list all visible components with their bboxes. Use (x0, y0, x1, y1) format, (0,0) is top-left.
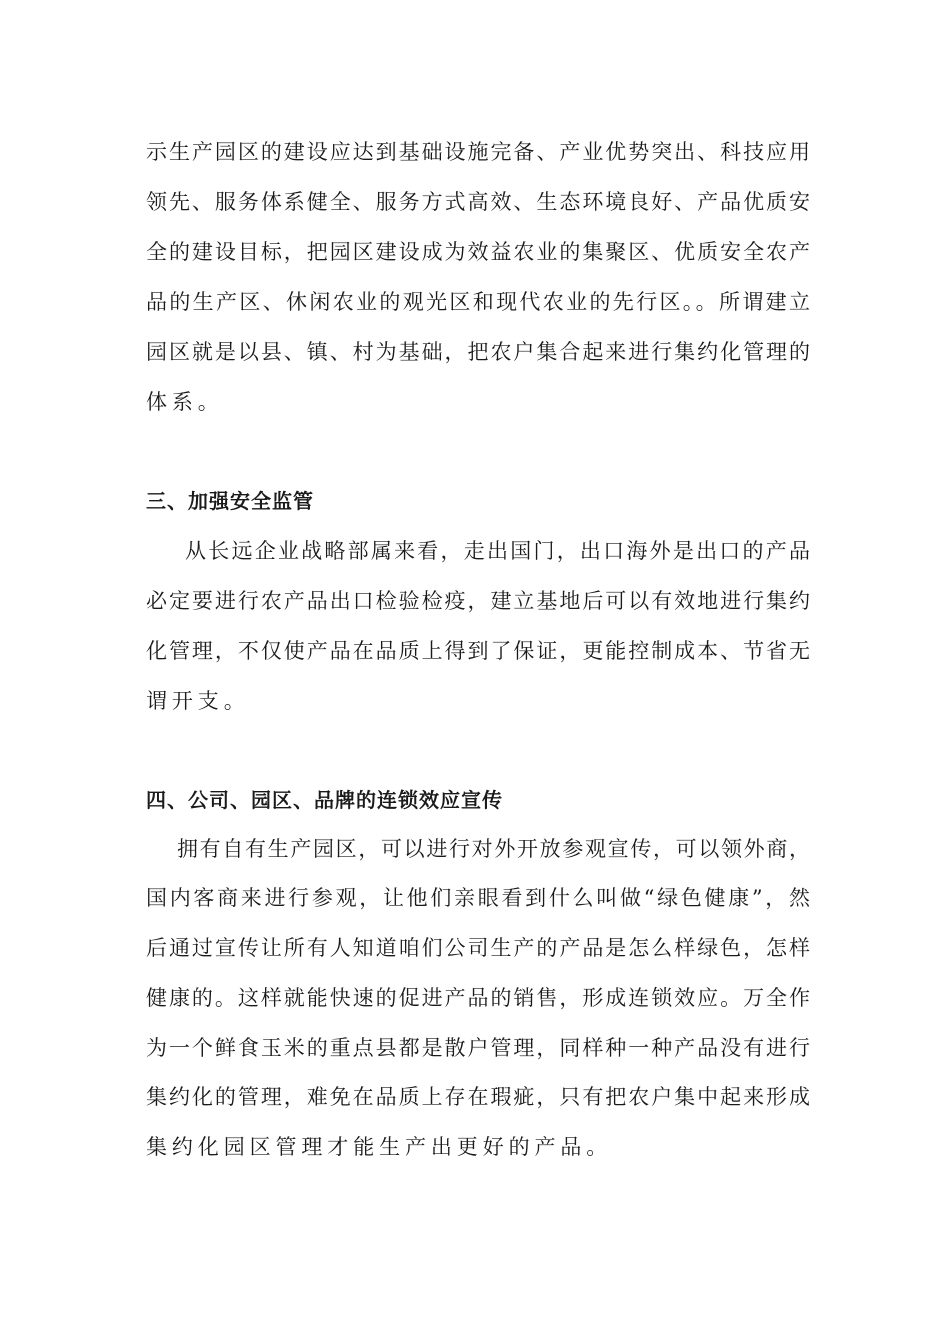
text-line: 谓开支。 (146, 689, 250, 713)
text-line: 集约化园区管理才能生产出更好的产品。 (146, 1135, 613, 1159)
text-line: 健康的。这样就能快速的促进产品的销售，形成连锁效应。万全作 (146, 986, 810, 1010)
text-line: 国内客商来进行参观，让他们亲眼看到什么叫做“绿色健康”，然 (146, 886, 810, 910)
text-line: 示生产园区的建设应达到基础设施完备、产业优势突出、科技应用 (146, 140, 810, 164)
text-line: 全的建设目标，把园区建设成为效益农业的集聚区、优质安全农产 (146, 240, 810, 264)
text-line: 化管理，不仅使产品在品质上得到了保证，更能控制成本、节省无 (146, 639, 810, 663)
text-line: 从长远企业战略部属来看，走出国门，出口海外是出口的产品 (185, 539, 810, 563)
text-line: 园区就是以县、镇、村为基础，把农户集合起来进行集约化管理的 (146, 340, 810, 364)
text-line: 后通过宣传让所有人知道咱们公司生产的产品是怎么样绿色，怎样 (146, 936, 810, 960)
text-line: 拥有自有生产园区，可以进行对外开放参观宣传，可以领外商， (177, 837, 810, 861)
text-line: 品的生产区、休闲农业的观光区和现代农业的先行区。。所谓建立 (146, 290, 810, 314)
text-line: 为一个鲜食玉米的重点县都是散户管理，同样种一种产品没有进行 (146, 1036, 810, 1060)
section-heading-chain-effect: 四、公司、园区、品牌的连锁效应宣传 (146, 788, 503, 812)
text-line: 体系。 (146, 390, 224, 414)
text-line: 领先、服务体系健全、服务方式高效、生态环境良好、产品优质安 (146, 190, 810, 214)
section-heading-safety: 三、加强安全监管 (146, 489, 314, 513)
text-line: 必定要进行农产品出口检验检疫，建立基地后可以有效地进行集约 (146, 589, 810, 613)
text-line: 集约化的管理，难免在品质上存在瑕疵，只有把农户集中起来形成 (146, 1085, 810, 1109)
